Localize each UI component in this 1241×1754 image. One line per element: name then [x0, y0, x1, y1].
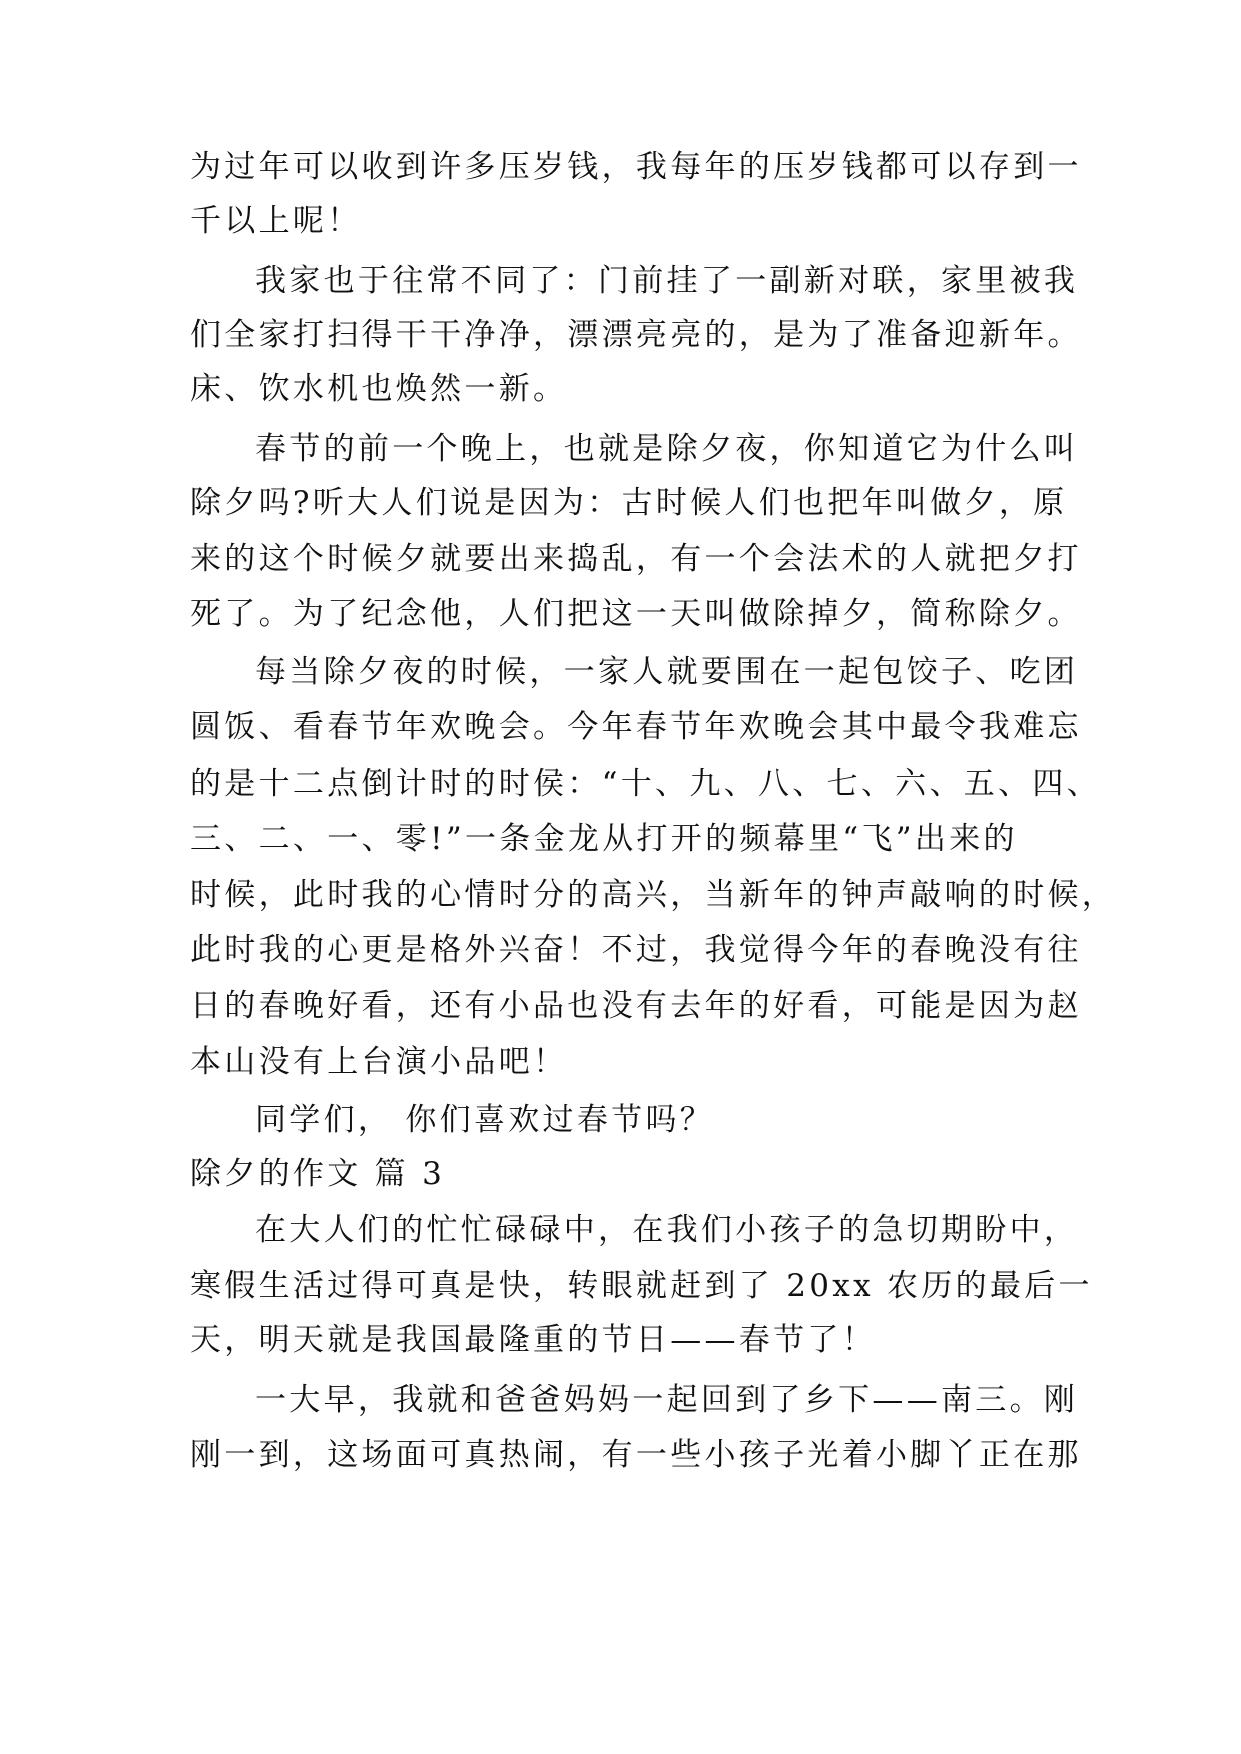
- paragraph-start-line: 在大人们的忙忙碌碌中，在我们小孩子的急切期盼中，: [255, 1212, 1079, 1248]
- paragraph-start-line: 每当除夕夜的时候，一家人就要围在一起包饺子、吃团: [255, 654, 1079, 690]
- text-line: 此时我的心更是格外兴奋！不过，我觉得今年的春晚没有往: [190, 932, 1082, 968]
- text-line: 三、二、一、零!”一条金龙从打开的频幕里“飞”出来的: [190, 821, 1018, 857]
- paragraph-start-line: 同学们， 你们喜欢过春节吗？: [255, 1102, 715, 1138]
- paragraph-start-line: 我家也于往常不同了：门前挂了一副新对联，家里被我: [255, 263, 1079, 299]
- text-line: 千以上呢！: [190, 203, 362, 239]
- text-line: 床、饮水机也焕然一新。: [190, 371, 568, 407]
- text-line: 寒假生活过得可真是快，转眼就赶到了 20xx 农历的最后一: [190, 1268, 1093, 1304]
- text-line: 日的春晚好看，还有小品也没有去年的好看，可能是因为赵: [190, 988, 1082, 1024]
- section-heading: 除夕的作文 篇 3: [190, 1156, 446, 1192]
- text-line: 的是十二点倒计时的时侯：“十、九、八、七、六、五、四、: [190, 766, 1101, 802]
- text-line: 圆饭、看春节年欢晚会。今年春节年欢晚会其中最令我难忘: [190, 709, 1082, 745]
- text-line: 刚一到，这场面可真热闹，有一些小孩子光着小脚丫正在那: [190, 1437, 1082, 1473]
- text-line: 来的这个时候夕就要出来捣乱，有一个会法术的人就把夕打: [190, 541, 1082, 577]
- text-line: 死了。为了纪念他，人们把这一天叫做除掉夕，简称除夕。: [190, 596, 1082, 632]
- text-line: 本山没有上台演小品吧！: [190, 1044, 568, 1080]
- text-line: 时候，此时我的心情时分的高兴，当新年的钟声敲响的时候，: [190, 877, 1117, 913]
- text-line: 除夕吗?听大人们说是因为：古时候人们也把年叫做夕，原: [190, 485, 1068, 521]
- text-line: 为过年可以收到许多压岁钱，我每年的压岁钱都可以存到一: [190, 149, 1082, 185]
- text-line: 天，明天就是我国最隆重的节日——春节了！: [190, 1322, 876, 1358]
- paragraph-start-line: 一大早，我就和爸爸妈妈一起回到了乡下——南三。刚: [255, 1382, 1079, 1418]
- paragraph-start-line: 春节的前一个晚上，也就是除夕夜，你知道它为什么叫: [255, 431, 1079, 467]
- text-line: 们全家打扫得干干净净，漂漂亮亮的，是为了准备迎新年。: [190, 317, 1082, 353]
